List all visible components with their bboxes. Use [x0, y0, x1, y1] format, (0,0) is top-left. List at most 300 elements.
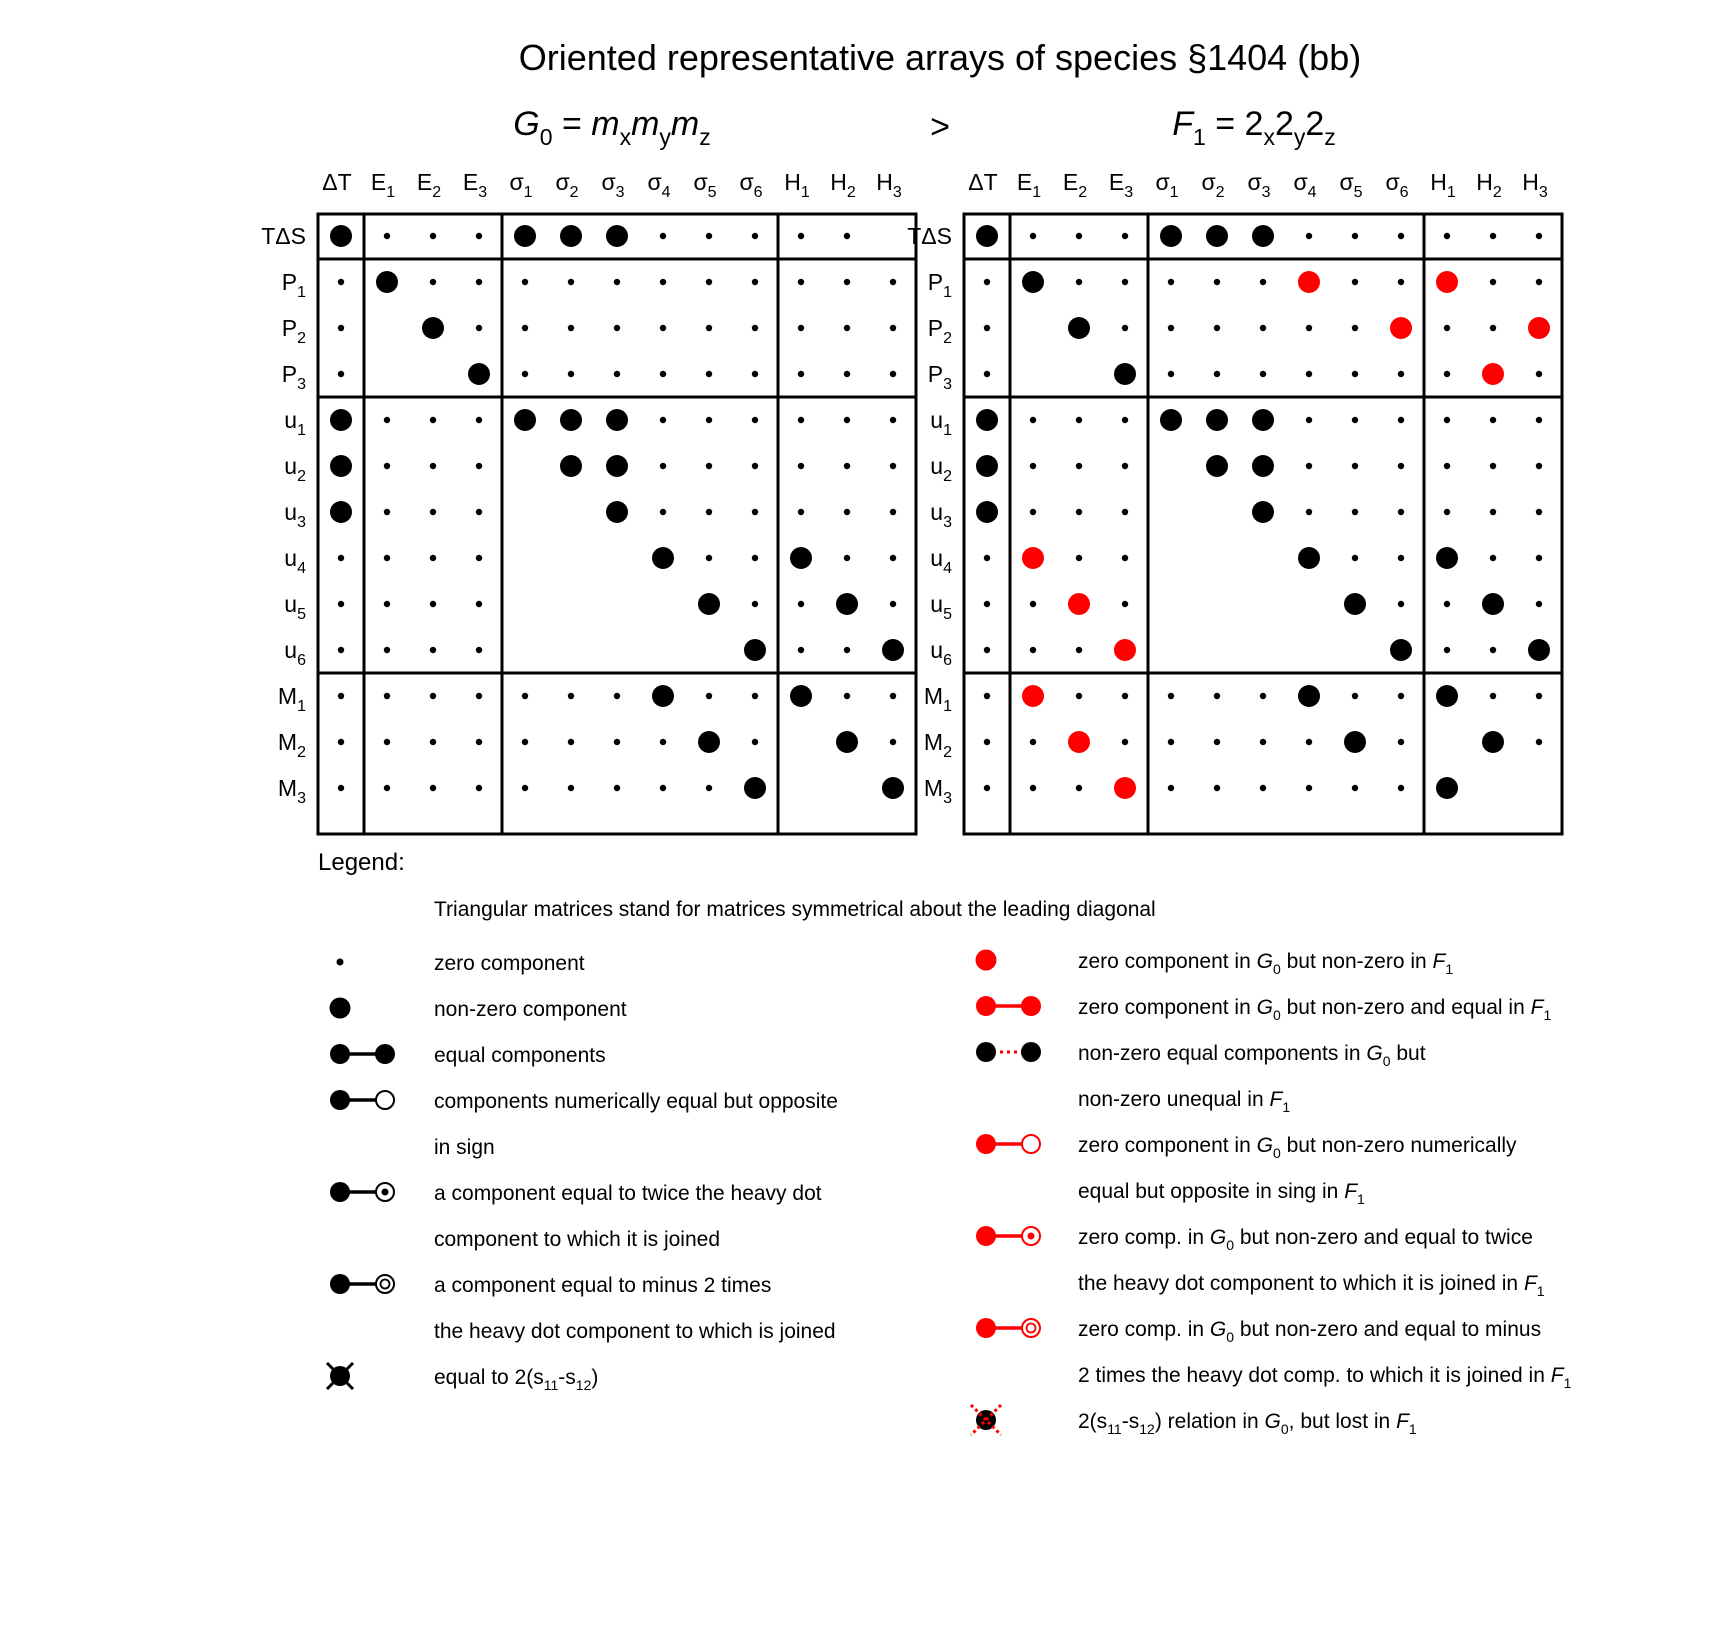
zero-component — [338, 371, 344, 377]
zero-component — [1444, 601, 1450, 607]
row-label: $P_3$ — [281, 361, 306, 393]
nonzero-component — [976, 225, 998, 247]
zero-component — [1076, 463, 1082, 469]
nonzero-component — [422, 317, 444, 339]
row-label: $u_4$ — [930, 545, 952, 577]
zero-component — [1030, 233, 1036, 239]
zero-component — [984, 555, 990, 561]
zero-component — [752, 371, 758, 377]
zero-component — [614, 371, 620, 377]
zero-component — [890, 371, 896, 377]
zero-component — [1490, 509, 1496, 515]
zero-component — [430, 693, 436, 699]
zero-component — [1536, 279, 1542, 285]
column-label: $\sigma_4$ — [647, 169, 671, 201]
row-label: $u_4$ — [284, 545, 306, 577]
new-nonzero-component — [1390, 317, 1412, 339]
zero-component — [706, 509, 712, 515]
zero-component — [706, 417, 712, 423]
column-label: $E_2$ — [416, 169, 442, 201]
zero-component — [430, 233, 436, 239]
nonzero-component — [882, 777, 904, 799]
row-label: $M_3$ — [923, 775, 952, 807]
row-label: $M_1$ — [923, 683, 952, 715]
zero-component — [1490, 693, 1496, 699]
row-label: $u_2$ — [284, 453, 306, 485]
column-label: $\sigma_1$ — [509, 169, 533, 201]
zero-component — [1490, 463, 1496, 469]
zero-component — [568, 325, 574, 331]
nonzero-component — [652, 547, 674, 569]
zero-component — [890, 325, 896, 331]
nonzero-component — [1022, 271, 1044, 293]
zero-component — [1536, 739, 1542, 745]
zero-component — [568, 739, 574, 745]
zero-component — [338, 325, 344, 331]
row-label: $u_1$ — [284, 407, 306, 439]
nonzero-component — [606, 501, 628, 523]
zero-component — [476, 463, 482, 469]
zero-component — [476, 509, 482, 515]
new-nonzero-component — [1298, 271, 1320, 293]
new-nonzero-component — [1022, 685, 1044, 707]
nonzero-component — [1114, 363, 1136, 385]
nonzero-component — [836, 731, 858, 753]
zero-component — [430, 509, 436, 515]
zero-component — [660, 785, 666, 791]
nonzero-component — [744, 777, 766, 799]
zero-component — [522, 785, 528, 791]
nonzero-component — [698, 731, 720, 753]
zero-component — [1260, 279, 1266, 285]
dotted-equal-icon — [976, 1042, 1041, 1062]
zero-component — [1076, 785, 1082, 791]
lost-relation-icon — [971, 1405, 1001, 1435]
legend-text: components numerically equal but opposite — [434, 1090, 838, 1113]
zero-component — [430, 555, 436, 561]
column-label: $\sigma_1$ — [1155, 169, 1179, 201]
new-nonzero-component — [1114, 639, 1136, 661]
zero-component — [1352, 693, 1358, 699]
column-label: $H_3$ — [1522, 169, 1548, 201]
zero-component — [1214, 739, 1220, 745]
zero-component — [430, 739, 436, 745]
zero-component — [476, 739, 482, 745]
zero-component — [798, 463, 804, 469]
zero-component — [1168, 693, 1174, 699]
zero-component — [1444, 417, 1450, 423]
zero-component — [1214, 785, 1220, 791]
nonzero-component — [606, 225, 628, 247]
zero-component — [1398, 463, 1404, 469]
zero-component — [660, 325, 666, 331]
nonzero-component — [1528, 639, 1550, 661]
zero-component — [1030, 601, 1036, 607]
row-label: $P_1$ — [927, 269, 952, 301]
nonzero-component — [1482, 731, 1504, 753]
zero-component — [522, 371, 528, 377]
zero-component — [1214, 325, 1220, 331]
f1-matrix — [907, 169, 1562, 834]
zero-component — [1536, 417, 1542, 423]
nonzero-component — [1206, 409, 1228, 431]
zero-component — [384, 739, 390, 745]
red-equal-icon — [976, 996, 1041, 1016]
zero-component — [522, 693, 528, 699]
new-nonzero-component — [1022, 547, 1044, 569]
zero-component — [844, 325, 850, 331]
zero-component — [1352, 233, 1358, 239]
zero-component — [1352, 463, 1358, 469]
new-nonzero-component — [1482, 363, 1504, 385]
nonzero-component — [1206, 225, 1228, 247]
nonzero-component — [1252, 409, 1274, 431]
zero-component — [1536, 555, 1542, 561]
zero-component — [1260, 371, 1266, 377]
zero-component — [1122, 463, 1128, 469]
zero-component — [1398, 555, 1404, 561]
zero-component — [752, 463, 758, 469]
row-label: $u_6$ — [284, 637, 306, 669]
zero-component — [1076, 509, 1082, 515]
zero-component — [844, 233, 850, 239]
nonzero-component — [376, 271, 398, 293]
zero-component — [1352, 785, 1358, 791]
zero-component — [476, 785, 482, 791]
zero-component — [1536, 463, 1542, 469]
zero-component — [614, 785, 620, 791]
zero-component — [338, 601, 344, 607]
zero-component — [1352, 371, 1358, 377]
zero-component — [660, 509, 666, 515]
nonzero-component — [882, 639, 904, 661]
zero-component — [844, 463, 850, 469]
legend-text: the heavy dot component to which it is joined in $F_1$ — [1078, 1272, 1545, 1299]
row-label: $u_3$ — [284, 499, 306, 531]
legend-text: a component equal to twice the heavy dot — [434, 1182, 822, 1205]
nonzero-component — [976, 409, 998, 431]
legend-text: non-zero unequal in $F_1$ — [1078, 1088, 1291, 1115]
zero-component — [1076, 279, 1082, 285]
column-label: $\sigma_5$ — [693, 169, 717, 201]
zero-component — [1122, 739, 1128, 745]
zero-component — [660, 739, 666, 745]
cross-dot-icon — [327, 1363, 353, 1389]
zero-component — [522, 325, 528, 331]
zero-component — [1490, 233, 1496, 239]
column-label: $\sigma_5$ — [1339, 169, 1363, 201]
zero-component — [1490, 325, 1496, 331]
zero-component — [1306, 785, 1312, 791]
zero-component — [338, 279, 344, 285]
row-label: TΔS — [907, 223, 952, 249]
zero-component — [1122, 509, 1128, 515]
new-nonzero-component — [1528, 317, 1550, 339]
nonzero-component — [468, 363, 490, 385]
nonzero-component — [1390, 639, 1412, 661]
zero-component — [984, 279, 990, 285]
zero-component — [338, 785, 344, 791]
zero-component — [706, 463, 712, 469]
zero-component — [476, 279, 482, 285]
zero-component — [844, 555, 850, 561]
zero-component — [752, 739, 758, 745]
equal-components-icon — [330, 1044, 395, 1064]
g0-matrix — [261, 169, 916, 834]
nonzero-component — [836, 593, 858, 615]
zero-component — [1444, 509, 1450, 515]
zero-component — [890, 555, 896, 561]
zero-component — [1444, 371, 1450, 377]
column-label: $H_2$ — [1476, 169, 1502, 201]
legend-text: a component equal to minus 2 times — [434, 1274, 772, 1297]
zero-component — [798, 417, 804, 423]
zero-component — [1030, 739, 1036, 745]
f1-group-label: $F_1 = 2_x2_y2_z$ — [1172, 105, 1336, 150]
zero-component — [568, 785, 574, 791]
nonzero-component — [1068, 317, 1090, 339]
nonzero-component — [1436, 685, 1458, 707]
legend-text: equal to $2(s_{11}-s_{12})$ — [434, 1366, 599, 1393]
zero-component — [984, 647, 990, 653]
zero-component — [890, 739, 896, 745]
zero-component — [1168, 739, 1174, 745]
zero-component — [1122, 601, 1128, 607]
new-nonzero-component — [1114, 777, 1136, 799]
zero-component — [338, 693, 344, 699]
zero-component — [984, 371, 990, 377]
column-label: $E_3$ — [1108, 169, 1134, 201]
zero-component — [844, 279, 850, 285]
g0-group-label: $G_0 = m_xm_ym_z$ — [513, 105, 711, 150]
zero-component — [660, 371, 666, 377]
row-label: $u_1$ — [930, 407, 952, 439]
zero-component — [614, 325, 620, 331]
column-label: $E_1$ — [1016, 169, 1042, 201]
column-label: $\sigma_4$ — [1293, 169, 1317, 201]
column-label: ΔT — [322, 169, 352, 195]
zero-component — [1398, 417, 1404, 423]
zero-component — [660, 417, 666, 423]
zero-component — [338, 555, 344, 561]
column-label: $H_3$ — [876, 169, 902, 201]
nonzero-component — [1344, 731, 1366, 753]
zero-component — [890, 417, 896, 423]
nonzero-component — [1436, 777, 1458, 799]
zero-component — [752, 417, 758, 423]
zero-component — [1352, 279, 1358, 285]
nonzero-component — [652, 685, 674, 707]
nonzero-component — [514, 225, 536, 247]
zero-component — [1352, 417, 1358, 423]
zero-component — [890, 509, 896, 515]
zero-component — [1536, 233, 1542, 239]
legend-text: equal but opposite in sing in $F_1$ — [1078, 1180, 1365, 1207]
zero-component — [1398, 693, 1404, 699]
column-label: $E_3$ — [462, 169, 488, 201]
zero-component — [1076, 647, 1082, 653]
zero-component — [384, 463, 390, 469]
legend-heading: Legend: — [318, 849, 405, 876]
zero-component — [1306, 509, 1312, 515]
legend-text: in sign — [434, 1136, 495, 1159]
zero-component — [1030, 463, 1036, 469]
zero-component — [430, 463, 436, 469]
column-label: $\sigma_3$ — [1247, 169, 1271, 201]
zero-component — [384, 233, 390, 239]
twice-icon — [330, 1182, 394, 1202]
zero-component — [1352, 509, 1358, 515]
column-label: ΔT — [968, 169, 998, 195]
zero-component — [1122, 233, 1128, 239]
zero-component — [844, 509, 850, 515]
legend-text: non-zero equal components in $G_0$ but — [1078, 1042, 1426, 1069]
zero-component — [798, 371, 804, 377]
zero-component — [1444, 325, 1450, 331]
zero-component — [1398, 785, 1404, 791]
zero-component — [476, 417, 482, 423]
zero-component — [476, 601, 482, 607]
row-label: $u_5$ — [284, 591, 306, 623]
zero-component — [430, 279, 436, 285]
nonzero-component — [1160, 409, 1182, 431]
column-label: $E_2$ — [1062, 169, 1088, 201]
nonzero-component — [976, 501, 998, 523]
zero-component — [522, 279, 528, 285]
row-label: $P_1$ — [281, 269, 306, 301]
zero-component — [1122, 279, 1128, 285]
row-label: $M_3$ — [277, 775, 306, 807]
legend-text: 2 times the heavy dot comp. to which it is joined in $F_1$ — [1078, 1364, 1572, 1391]
zero-component — [752, 509, 758, 515]
zero-component — [1168, 279, 1174, 285]
zero-component — [798, 509, 804, 515]
zero-component — [338, 739, 344, 745]
legend-text: the heavy dot component to which is joined — [434, 1320, 836, 1343]
row-label: $P_2$ — [281, 315, 306, 347]
legend-text: component to which it is joined — [434, 1228, 720, 1251]
zero-component — [568, 693, 574, 699]
zero-component — [1536, 601, 1542, 607]
nonzero-component — [790, 685, 812, 707]
zero-component — [890, 693, 896, 699]
zero-component — [890, 279, 896, 285]
zero-component — [384, 555, 390, 561]
column-label: $\sigma_2$ — [555, 169, 579, 201]
zero-component — [1398, 279, 1404, 285]
zero-component — [1030, 785, 1036, 791]
legend-text: zero component in $G_0$ but non-zero in $F_1$ — [1078, 950, 1454, 977]
legend-text: zero comp. in $G_0$ but non-zero and equal to minus — [1078, 1318, 1542, 1345]
zero-component — [1398, 601, 1404, 607]
zero-component — [1444, 463, 1450, 469]
row-label: $u_5$ — [930, 591, 952, 623]
zero-component — [384, 601, 390, 607]
zero-component — [1122, 325, 1128, 331]
zero-component — [752, 601, 758, 607]
zero-component — [706, 371, 712, 377]
zero-component — [1398, 233, 1404, 239]
zero-component — [384, 647, 390, 653]
column-label: $\sigma_6$ — [1385, 169, 1409, 201]
small-dot-icon — [337, 959, 344, 966]
column-label: $\sigma_2$ — [1201, 169, 1225, 201]
zero-component — [1536, 509, 1542, 515]
nonzero-component — [330, 225, 352, 247]
zero-component — [1352, 555, 1358, 561]
row-label: $u_6$ — [930, 637, 952, 669]
nonzero-component — [1436, 547, 1458, 569]
zero-component — [1260, 785, 1266, 791]
zero-component — [752, 279, 758, 285]
zero-component — [660, 233, 666, 239]
nonzero-component — [330, 501, 352, 523]
zero-component — [568, 279, 574, 285]
zero-component — [752, 233, 758, 239]
zero-component — [1214, 371, 1220, 377]
new-nonzero-component — [1436, 271, 1458, 293]
zero-component — [1260, 325, 1266, 331]
red-dot-icon — [976, 950, 997, 971]
zero-component — [430, 417, 436, 423]
row-label: $u_2$ — [930, 453, 952, 485]
zero-component — [1490, 555, 1496, 561]
zero-component — [614, 279, 620, 285]
nonzero-component — [744, 639, 766, 661]
nonzero-component — [790, 547, 812, 569]
legend-text: $2(s_{11}-s_{12})$ relation in $G_0$, but lost in $F_1$ — [1078, 1410, 1417, 1437]
zero-component — [706, 693, 712, 699]
legend-text: zero component — [434, 952, 585, 975]
zero-component — [384, 417, 390, 423]
zero-component — [1214, 693, 1220, 699]
zero-component — [798, 647, 804, 653]
legend — [318, 849, 1572, 1437]
zero-component — [1398, 739, 1404, 745]
zero-component — [798, 233, 804, 239]
zero-component — [984, 601, 990, 607]
legend-text: zero component in $G_0$ but non-zero numerically — [1078, 1134, 1517, 1161]
zero-component — [984, 325, 990, 331]
relation-symbol: > — [930, 108, 950, 146]
legend-text: zero comp. in $G_0$ but non-zero and equal to twice — [1078, 1226, 1533, 1253]
zero-component — [660, 463, 666, 469]
legend-text: non-zero component — [434, 998, 627, 1021]
row-label: $M_2$ — [923, 729, 952, 761]
zero-component — [890, 463, 896, 469]
zero-component — [844, 647, 850, 653]
row-label: $P_2$ — [927, 315, 952, 347]
opposite-sign-icon — [330, 1090, 394, 1110]
zero-component — [384, 509, 390, 515]
nonzero-component — [1160, 225, 1182, 247]
legend-note: Triangular matrices stand for matrices symmetrical about the leading diagonal — [434, 898, 1156, 921]
zero-component — [1306, 463, 1312, 469]
row-label: TΔS — [261, 223, 306, 249]
nonzero-component — [976, 455, 998, 477]
zero-component — [476, 555, 482, 561]
zero-component — [614, 693, 620, 699]
column-label: $\sigma_6$ — [739, 169, 763, 201]
zero-component — [384, 693, 390, 699]
zero-component — [890, 601, 896, 607]
zero-component — [1306, 739, 1312, 745]
zero-component — [1398, 371, 1404, 377]
zero-component — [430, 601, 436, 607]
red-twice-icon — [976, 1226, 1040, 1246]
zero-component — [522, 739, 528, 745]
column-label: $\sigma_3$ — [601, 169, 625, 201]
